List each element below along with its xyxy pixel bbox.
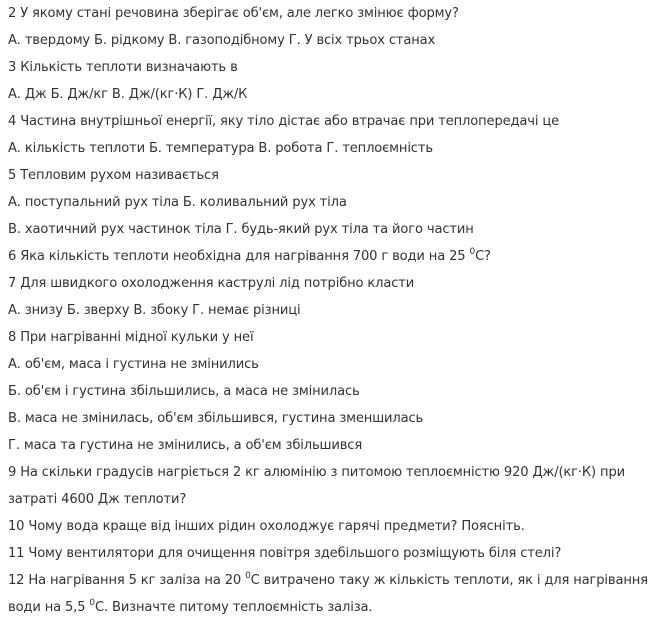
question-10-text: 10 Чому вода краще від інших рідин охолоджує гарячі предмети? Поясніть. <box>8 519 525 534</box>
question-8-option-a: А. об'єм, маса і густина не змінились <box>8 357 259 372</box>
question-2-text: 2 У якому стані речовина зберігає об'єм, але легко змінює форму? <box>8 6 459 21</box>
question-4-options: А. кількість теплоти Б. температура В. робота Г. теплоємність <box>8 141 433 156</box>
degree-superscript: 0 <box>469 247 476 257</box>
question-3-options: А. Дж Б. Дж/кг В. Дж/(кг·К) Г. Дж/К <box>8 87 248 102</box>
degree-superscript: 0 <box>89 598 95 608</box>
question-12-text-end: С. Визначте питому теплоємність заліза. <box>94 600 373 615</box>
question-8-option-b: Б. об'єм і густина збільшились, а маса не змінилась <box>8 384 360 399</box>
degree-superscript: 0 <box>245 571 251 581</box>
question-12-text-line1 <box>8 567 652 594</box>
question-12-text-start2: води на 5,5 <box>8 600 90 615</box>
question-2-options: А. твердому Б. рідкому В. газоподібному Г. У всіх трьох станах <box>8 33 436 48</box>
question-7-options: А. знизу Б. зверху В. збоку Г. немає різниці <box>8 303 301 318</box>
question-9-text-line1: 9 На скільки градусів нагріється 2 кг алюмінію з питомою теплоємністю 920 Дж/(кг·К) при <box>8 465 625 480</box>
question-12-text-rest: С витрачено таку ж кількість теплоти, як і для нагрівання <box>250 573 648 588</box>
question-6-text-main: 6 Яка кількість теплоти необхідна для нагрівання 700 г води на 25 <box>8 249 470 264</box>
question-6-text <box>8 243 652 270</box>
question-5-text: 5 Тепловим рухом називається <box>8 168 219 183</box>
question-12-text-start: 12 На нагрівання 5 кг заліза на 20 <box>8 573 246 588</box>
question-8-text: 8 При нагріванні мідної кульки у неї <box>8 330 254 345</box>
question-9-text-line2: затраті 4600 Дж теплоти? <box>8 492 187 507</box>
question-4-text: 4 Частина внутрішньої енергії, яку тіло дістає або втрачає при теплопередачі це <box>8 114 560 129</box>
question-12-text-line2 <box>8 594 652 621</box>
question-5-options-ab: А. поступальний рух тіла Б. коливальний рух тіла <box>8 195 347 210</box>
question-8-option-v: В. маса не змінилась, об'єм збільшився, густина зменшилась <box>8 411 424 426</box>
question-11-text: 11 Чому вентилятори для очищення повітря здебільшого розміщують біля стелі? <box>8 546 562 561</box>
question-8-option-g: Г. маса та густина не змінились, а об'єм збільшився <box>8 438 363 453</box>
question-3-text: 3 Кількість теплоти визначають в <box>8 60 238 75</box>
question-5-options-vg: В. хаотичний рух частинок тіла Г. будь-який рух тіла та його частин <box>8 222 474 237</box>
question-6-text-end: С? <box>475 249 491 264</box>
question-7-text: 7 Для швидкого охолодження каструлі лід потрібно класти <box>8 276 415 291</box>
